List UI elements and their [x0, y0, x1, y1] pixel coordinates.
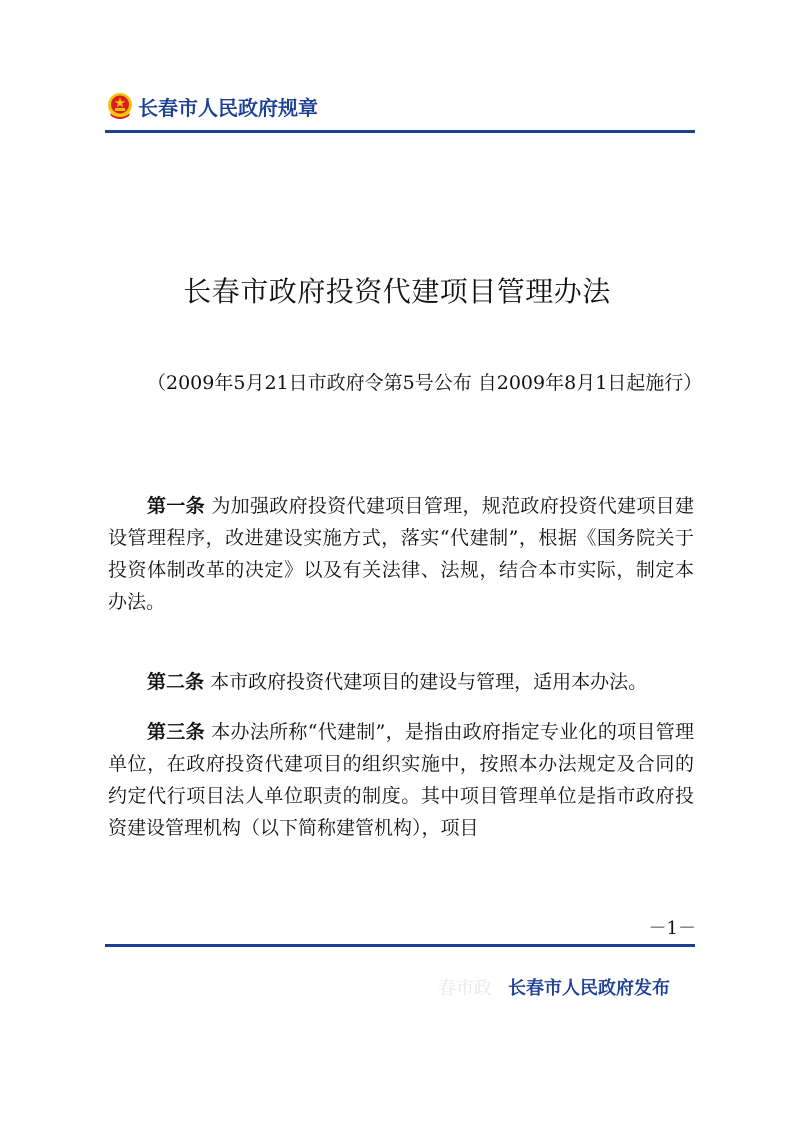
publication-note — [108, 367, 703, 399]
document-header — [105, 86, 318, 126]
publisher-label: 长春市人民政府发布 — [508, 978, 670, 999]
header-title: 长春市人民政府规章 — [138, 95, 318, 120]
article-2 — [108, 666, 694, 698]
article-text: 本市政府投资代建项目的建设与管理，适用本办法。 — [210, 671, 648, 693]
document-title: 长春市政府投资代建项目管理办法 — [183, 275, 611, 308]
article-1 — [108, 490, 694, 618]
article-label: 第二条 — [147, 671, 205, 693]
header-divider — [105, 130, 695, 133]
watermark-text: 春市政 — [438, 978, 492, 999]
article-label: 第三条 — [147, 721, 205, 743]
article-text: 为加强政府投资代建项目管理，规范政府投资代建项目建设管理程序，改进建设实施方式，落实“代建制”，根据《国务院关于投资体制改革的决定》以及有关法律、法规，结合本市实际，制定本办法。 — [108, 495, 694, 613]
footer-divider — [105, 944, 695, 947]
article-label: 第一条 — [147, 495, 205, 517]
national-emblem-icon — [105, 91, 135, 121]
article-3 — [108, 716, 694, 844]
article-text: 本办法所称“代建制”，是指由政府指定专业化的项目管理单位，在政府投资代建项目的组织实施中，按照本办法规定及合同的约定代行项目法人单位职责的制度。其中项目管理单位是指市政府投资建设管理机构（以下简称建管机构），项目 — [108, 721, 694, 839]
page-number: －1－ — [648, 918, 696, 939]
publication-note-text: （2009年5月21日市政府令第5号公布 自2009年8月1日起施行） — [147, 372, 703, 394]
